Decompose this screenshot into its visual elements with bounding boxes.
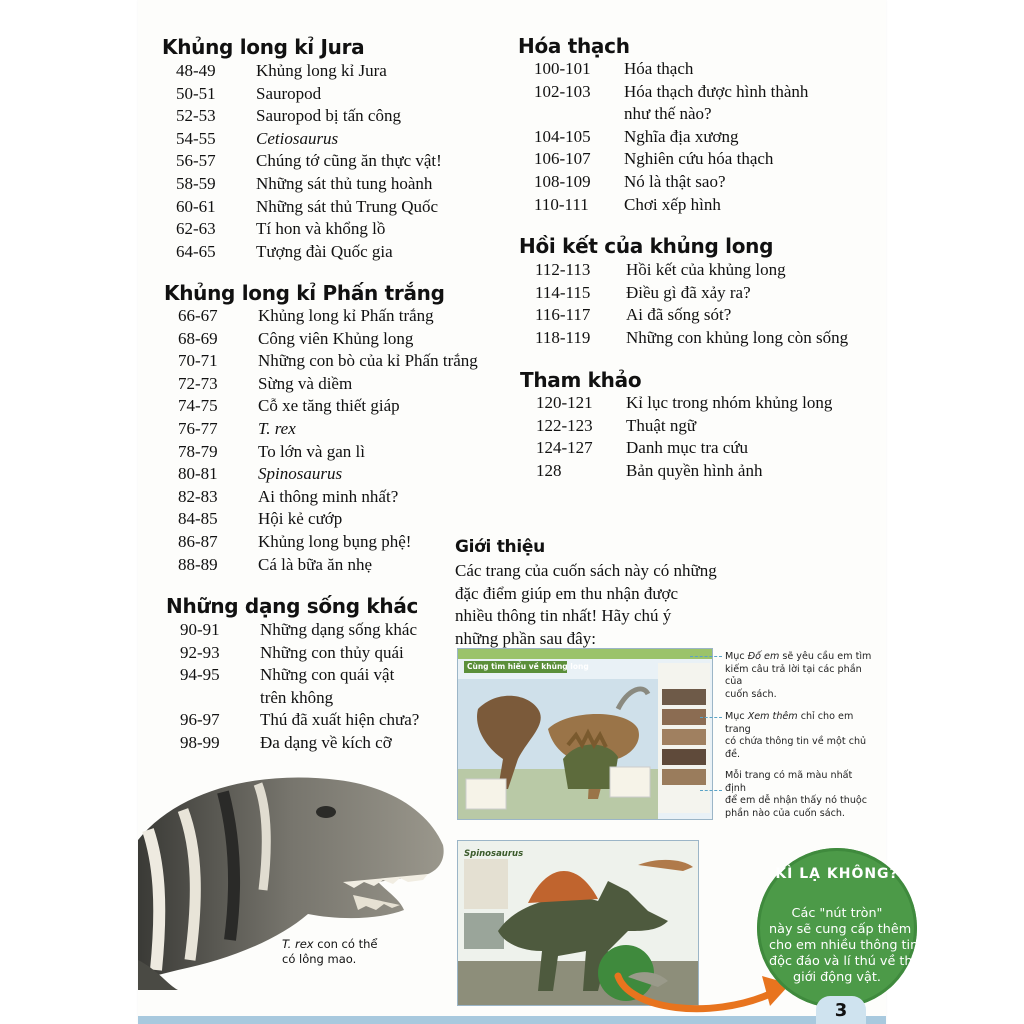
- callout-text: chỉ cho em trang: [725, 711, 854, 735]
- toc-entry-title: Spinosaurus: [258, 464, 343, 484]
- callout-text: cuốn sách.: [725, 688, 777, 700]
- toc-page-range: 58-59: [176, 173, 216, 193]
- toc-entry-title: Khủng long kỉ Phấn trắng: [258, 306, 434, 325]
- toc-page-range: 92-93: [180, 642, 220, 662]
- callout-text: Mỗi trang có mã màu nhất định: [725, 770, 853, 794]
- callout-line-3: [700, 790, 722, 791]
- t-rex-caption: [282, 937, 377, 966]
- toc-entry-title: Sauropod bị tấn công: [256, 106, 401, 126]
- toc-entry-title: Thú đã xuất hiện chưa?: [260, 710, 420, 730]
- section-title-phan-trang: Khủng long kỉ Phấn trắng: [164, 281, 445, 305]
- toc-page-range: 112-113: [535, 260, 591, 279]
- toc-page-range: 102-103: [534, 81, 591, 101]
- toc-page-range: 66-67: [178, 306, 218, 325]
- toc-entry-title: Những sát thủ tung hoành: [256, 173, 433, 193]
- toc-entry-title: Tí hon và khổng lồ: [256, 219, 386, 239]
- section-title-hoa-thach: Hóa thạch: [518, 34, 630, 58]
- fun-fact-line: độc đáo và lí thú về thế: [769, 954, 921, 969]
- page-number: 3: [834, 1000, 848, 1021]
- toc-page-range: 108-109: [534, 171, 591, 191]
- toc-page-range: 90-91: [180, 620, 220, 639]
- toc-entry-title-cont: như thế nào?: [624, 104, 712, 124]
- toc-page-range: 94-95: [180, 665, 220, 685]
- toc-entry-title: Những con thủy quái: [260, 642, 404, 662]
- toc-page-range: 86-87: [178, 531, 218, 551]
- fun-fact-line: này sẽ cung cấp thêm: [769, 922, 912, 937]
- callout-text: sẽ yêu cầu em tìm: [779, 651, 872, 662]
- toc-page-range: 62-63: [176, 219, 216, 239]
- fun-fact-circle: [757, 848, 921, 1008]
- toc-page-range: 110-111: [534, 194, 589, 214]
- toc-entry-title-cont: trên không: [260, 687, 334, 707]
- toc-entry-title: Những con quái vật: [260, 665, 395, 685]
- callout-text: phần nào của cuốn sách.: [725, 807, 845, 819]
- caption-rest: con có thể: [313, 937, 378, 951]
- toc-entry-title: Hồi kết của khủng long: [626, 260, 786, 279]
- toc-entry-title: Tượng đài Quốc gia: [256, 241, 393, 261]
- toc-page-range: 88-89: [178, 554, 218, 574]
- toc-page-range: 104-105: [534, 126, 591, 146]
- toc-page-range: 54-55: [176, 128, 216, 148]
- toc-page-range: 78-79: [178, 441, 218, 461]
- toc-entry-title: Khủng long kỉ Jura: [256, 61, 387, 80]
- toc-page-range: 68-69: [178, 328, 218, 348]
- callout-text: để em dễ nhận thấy nó thuộc: [725, 795, 868, 806]
- intro-title: Giới thiệu: [455, 537, 545, 557]
- toc-page-range: 100-101: [534, 59, 591, 78]
- toc-page-range: 76-77: [178, 418, 218, 438]
- toc-page-range: 48-49: [176, 61, 216, 80]
- callout-line-1: [690, 656, 722, 657]
- toc-entry-title: Cỗ xe tăng thiết giáp: [258, 396, 400, 416]
- toc-page-range: 52-53: [176, 106, 216, 126]
- toc-entry-title: Cetiosaurus: [256, 128, 339, 148]
- fun-fact-line: giới động vật.: [793, 970, 881, 985]
- intro-line: những phần sau đây:: [455, 628, 596, 648]
- toc-entry-title: Chơi xếp hình: [624, 194, 721, 214]
- toc-entry-title: Ai thông minh nhất?: [258, 486, 399, 506]
- toc-entry-title: Những con khủng long còn sống: [626, 327, 849, 347]
- toc-page-range: 74-75: [178, 396, 218, 416]
- toc-entry-title: Nghiên cứu hóa thạch: [624, 149, 774, 169]
- sample-page-thumbnail-1: [457, 648, 713, 820]
- toc-entry-title: Những sát thủ Trung Quốc: [256, 196, 439, 216]
- fun-fact-line: Các "nút tròn": [791, 906, 883, 921]
- toc-entry-title: Sauropod: [256, 83, 322, 103]
- thumb-header: Cùng tìm hiểu về khủng long: [464, 661, 567, 673]
- toc-page-range: 116-117: [535, 305, 591, 325]
- toc-page-range: 120-121: [536, 393, 593, 412]
- caption-line2: có lông mao.: [282, 951, 357, 966]
- toc-page-range: 64-65: [176, 241, 216, 261]
- fun-fact-line: cho em nhiều thông tin: [769, 938, 919, 953]
- toc-page-range: 122-123: [536, 415, 593, 435]
- toc-entry-title: Sừng và diềm: [258, 373, 353, 393]
- toc-entry-title: Khủng long bụng phệ!: [258, 531, 412, 551]
- callout-line-2: [700, 717, 722, 718]
- intro-line: Các trang của cuốn sách này có những: [455, 561, 717, 580]
- callout-prefix: Mục: [725, 711, 748, 722]
- callout-see-also: [725, 711, 875, 761]
- toc-entry-title: Điều gì đã xảy ra?: [626, 282, 751, 302]
- toc-entry-title: To lớn và gan lì: [258, 441, 365, 461]
- toc-entry-title: Ai đã sống sót?: [626, 305, 732, 325]
- fun-fact-badge: KÌ LẠ KHÔNG?: [775, 866, 899, 882]
- toc-page-range: 124-127: [536, 438, 593, 458]
- toc-entry-title: Chúng tớ cũng ăn thực vật!: [256, 151, 442, 171]
- thumb1-art: [458, 649, 712, 819]
- toc-page-range: 60-61: [176, 196, 216, 216]
- callout-text: có chứa thông tin về một chủ đề.: [725, 736, 867, 760]
- toc-page-range: 128: [536, 460, 562, 480]
- toc-page-range: 56-57: [176, 151, 216, 171]
- footer-color-bar: [138, 1016, 886, 1024]
- toc-entry-title: Hội kẻ cướp: [258, 509, 343, 529]
- callout-em: Xem thêm: [747, 711, 798, 722]
- toc-entry-title: Những con bò của kỉ Phấn trắng: [258, 351, 478, 371]
- toc-entry-title: Kỉ lục trong nhóm khủng long: [626, 393, 833, 412]
- callout-text: kiếm câu trả lời tại các phần của: [725, 663, 862, 687]
- toc-entry-title: Công viên Khủng long: [258, 328, 414, 348]
- toc-page-range: 84-85: [178, 509, 218, 529]
- toc-page-range: 118-119: [535, 327, 591, 347]
- callout-prefix: Mục: [725, 651, 748, 662]
- callout-color-code: [725, 770, 875, 820]
- toc-page-range: 80-81: [178, 464, 218, 484]
- toc-page-range: 98-99: [180, 732, 220, 752]
- toc-entry-title: Hóa thạch được hình thành: [624, 81, 809, 101]
- toc-page-range: 114-115: [535, 282, 591, 302]
- toc-entry-title: Đa dạng về kích cỡ: [260, 732, 392, 752]
- intro-line: nhiều thông tin nhất! Hãy chú ý: [455, 606, 672, 626]
- caption-species: T. rex: [282, 937, 314, 951]
- toc-entry-title: Những dạng sống khác: [260, 620, 417, 639]
- section-title-hoi-ket: Hồi kết của khủng long: [519, 234, 774, 258]
- toc-entry-title: Nghĩa địa xương: [624, 126, 739, 146]
- toc-page-range: 70-71: [178, 351, 218, 371]
- toc-page-range: 96-97: [180, 710, 220, 730]
- toc-page-range: 106-107: [534, 149, 591, 169]
- toc-entry-title: Danh mục tra cứu: [626, 438, 749, 458]
- toc-page-range: 50-51: [176, 83, 216, 103]
- toc-entry-title: Cá là bữa ăn nhẹ: [258, 554, 373, 574]
- toc-page-range: 72-73: [178, 373, 218, 393]
- intro-line: đặc điểm giúp em thu nhận được: [455, 583, 679, 603]
- toc-entry-title: T. rex: [258, 418, 296, 438]
- section-title-jura: Khủng long kỉ Jura: [162, 35, 365, 59]
- section-title-tham-khao: Tham khảo: [520, 368, 642, 392]
- toc-entry-title: Nó là thật sao?: [624, 171, 726, 191]
- toc-entry-title: Hóa thạch: [624, 59, 694, 78]
- intro-body: [455, 560, 735, 650]
- toc-page-range: 82-83: [178, 486, 218, 506]
- toc-entry-title: Bản quyền hình ảnh: [626, 460, 763, 480]
- toc-entry-title: Thuật ngữ: [626, 415, 697, 435]
- fun-fact-text: [769, 906, 921, 986]
- thumb2-header: Spinosaurus: [464, 849, 524, 859]
- section-title-dang-song: Những dạng sống khác: [166, 594, 419, 618]
- callout-quiz: [725, 651, 875, 701]
- callout-em: Đố em: [747, 651, 780, 662]
